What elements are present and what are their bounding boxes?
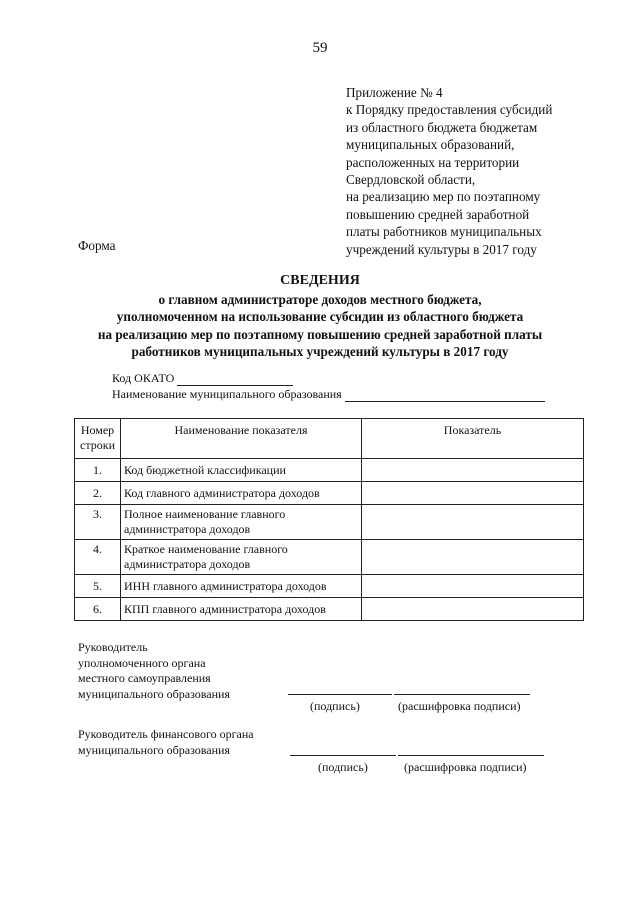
appendix-line: из областного бюджета бюджетам <box>346 119 538 135</box>
signer-line: Руководитель финансового органа <box>78 727 254 741</box>
appendix-line: к Порядку предоставления субсидий <box>346 102 553 118</box>
row-value-cell[interactable] <box>362 598 584 621</box>
row-value-cell[interactable] <box>362 505 584 540</box>
row-name: ИНН главного администратора доходов <box>121 575 362 598</box>
table-row <box>75 598 584 621</box>
row-name: Код бюджетной классификации <box>121 459 362 482</box>
row-number: 1. <box>75 459 121 482</box>
okato-label: Код ОКАТО <box>112 371 175 385</box>
table-row <box>75 505 584 540</box>
appendix-line: расположенных на территории <box>346 154 520 170</box>
subtitle-line: уполномоченном на использование субсидии из областного бюджета <box>116 309 524 325</box>
header-num <box>75 419 121 459</box>
signer-line: Руководитель <box>78 640 148 654</box>
appendix-line: Свердловской области, <box>346 172 476 188</box>
signer-line: уполномоченного органа <box>78 655 206 670</box>
row-name: Полное наименование главного администратора доходов <box>121 505 362 540</box>
table-row <box>75 459 584 482</box>
table-row <box>75 575 584 598</box>
appendix-line: повышению средней заработной <box>346 206 530 222</box>
signature-decoding-line[interactable] <box>394 694 530 695</box>
signer-line: муниципального образования <box>78 686 230 701</box>
decoding-caption: (расшифровка подписи) <box>398 699 521 713</box>
row-name: КПП главного администратора доходов <box>121 598 362 621</box>
signature-line[interactable] <box>290 755 396 756</box>
appendix-line: Приложение № 4 <box>346 85 443 100</box>
header-num-line: строки <box>80 438 115 452</box>
appendix-line: учреждений культуры в 2017 году <box>346 241 537 257</box>
document-title: СВЕДЕНИЯ <box>280 273 360 288</box>
header-name: Наименование показателя <box>121 419 362 459</box>
signer-line: муниципального образования <box>78 742 230 757</box>
okato-input-line[interactable] <box>177 373 293 386</box>
signer-line: местного самоуправления <box>78 671 211 685</box>
appendix-line: на реализацию мер по поэтапному <box>346 189 541 205</box>
table-row <box>75 482 584 505</box>
appendix-line: платы работников муниципальных <box>346 224 542 240</box>
signature-caption: (подпись) <box>318 760 368 774</box>
page-number: 59 <box>312 40 328 56</box>
signature-caption: (подпись) <box>310 699 360 713</box>
row-number: 4. <box>75 540 121 575</box>
indicator-table <box>74 418 584 621</box>
row-value-cell[interactable] <box>362 482 584 505</box>
table-header-row <box>75 419 584 459</box>
appendix-line: муниципальных образований, <box>346 137 515 153</box>
subtitle-line: на реализацию мер по поэтапному повышению средней заработной платы <box>97 326 543 342</box>
row-name: Код главного администратора доходов <box>121 482 362 505</box>
row-number: 3. <box>75 505 121 540</box>
subtitle-line: о главном администраторе доходов местного бюджета, <box>158 292 482 307</box>
subtitle-line: работников муниципальных учреждений культуры в 2017 году <box>131 344 509 360</box>
header-value: Показатель <box>362 419 584 459</box>
table-row <box>75 540 584 575</box>
row-name: Краткое наименование главного администратора доходов <box>121 540 362 575</box>
row-value-cell[interactable] <box>362 575 584 598</box>
row-value-cell[interactable] <box>362 459 584 482</box>
row-number: 2. <box>75 482 121 505</box>
signature-line[interactable] <box>288 694 392 695</box>
header-num-line: Номер <box>80 423 115 437</box>
row-value-cell[interactable] <box>362 540 584 575</box>
signer-finance-label <box>78 727 254 758</box>
appendix-note <box>346 84 626 258</box>
document-subtitle <box>0 291 640 361</box>
okato-field <box>112 371 293 386</box>
municipality-field <box>112 387 545 402</box>
municipality-input-line[interactable] <box>345 389 545 402</box>
form-label: Форма <box>78 238 116 253</box>
signature-decoding-line[interactable] <box>398 755 544 756</box>
signer-head-label <box>78 640 230 702</box>
decoding-caption: (расшифровка подписи) <box>404 760 527 774</box>
municipality-label: Наименование муниципального образования <box>112 387 342 401</box>
row-number: 5. <box>75 575 121 598</box>
row-number: 6. <box>75 598 121 621</box>
